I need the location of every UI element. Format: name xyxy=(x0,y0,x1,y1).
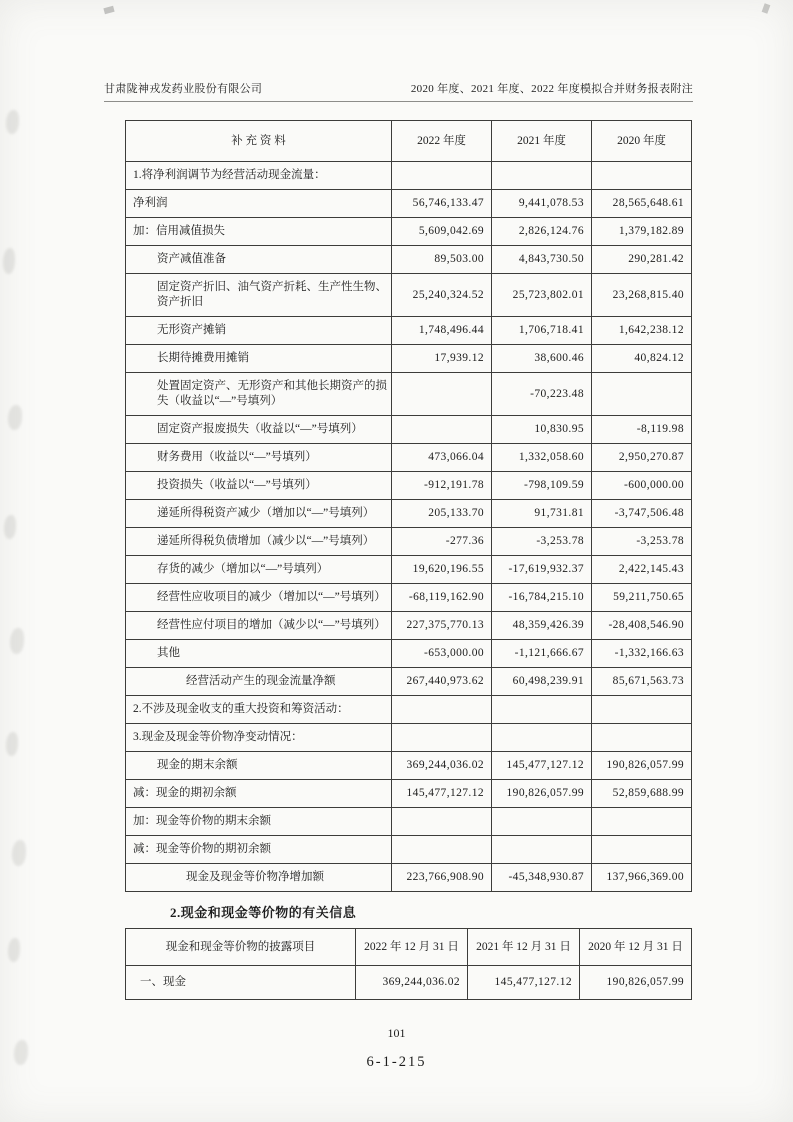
value-cell xyxy=(592,696,692,724)
value-cell: 10,830.95 xyxy=(492,416,592,444)
value-cell: -3,253.78 xyxy=(492,528,592,556)
table-row xyxy=(126,808,692,836)
scan-artifact xyxy=(12,840,26,866)
table-row xyxy=(126,528,692,556)
value-cell: 473,066.04 xyxy=(392,444,492,472)
supplement-table-body xyxy=(126,162,692,892)
row-label: 无形资产摊销 xyxy=(126,317,392,345)
value-cell: 17,939.12 xyxy=(392,345,492,373)
row-label: 递延所得税负债增加（减少以“—”号填列） xyxy=(126,528,392,556)
table-row xyxy=(126,752,692,780)
row-label: 固定资产报废损失（收益以“—”号填列） xyxy=(126,416,392,444)
value-cell: 2,422,145.43 xyxy=(592,556,692,584)
row-label: 递延所得税资产减少（增加以“—”号填列） xyxy=(126,500,392,528)
value-cell: 137,966,369.00 xyxy=(592,864,692,892)
table-row xyxy=(126,836,692,864)
value-cell xyxy=(592,162,692,190)
row-label: 处置固定资产、无形资产和其他长期资产的损失（收益以“—”号填列） xyxy=(126,373,392,416)
value-cell xyxy=(592,373,692,416)
value-cell: -912,191.78 xyxy=(392,472,492,500)
value-cell: 25,723,802.01 xyxy=(492,274,592,317)
row-label: 净利润 xyxy=(126,190,392,218)
supplement-table xyxy=(125,120,692,892)
value-cell: 1,379,182.89 xyxy=(592,218,692,246)
page-header xyxy=(104,80,693,102)
value-cell xyxy=(592,836,692,864)
table-row xyxy=(126,472,692,500)
value-cell: 91,731.81 xyxy=(492,500,592,528)
value-cell xyxy=(492,808,592,836)
table-row xyxy=(126,668,692,696)
scan-artifact xyxy=(8,405,22,430)
value-cell: -28,408,546.90 xyxy=(592,612,692,640)
row-label: 长期待摊费用摊销 xyxy=(126,345,392,373)
header-row xyxy=(126,929,692,966)
value-cell: -70,223.48 xyxy=(492,373,592,416)
row-label: 现金及现金等价物净增加额 xyxy=(126,864,392,892)
cash-table-body xyxy=(126,966,692,1000)
value-cell: 145,477,127.12 xyxy=(392,780,492,808)
company-name: 甘肃陇神戎发药业股份有限公司 xyxy=(104,83,263,95)
value-cell: 205,133.70 xyxy=(392,500,492,528)
value-cell: 85,671,563.73 xyxy=(592,668,692,696)
value-cell: -3,747,506.48 xyxy=(592,500,692,528)
row-label: 1.将净利润调节为经营活动现金流量： xyxy=(126,162,392,190)
value-cell: -798,109.59 xyxy=(492,472,592,500)
value-cell xyxy=(392,808,492,836)
value-cell: 4,843,730.50 xyxy=(492,246,592,274)
value-cell: 48,359,426.39 xyxy=(492,612,592,640)
value-cell xyxy=(492,724,592,752)
value-cell: -600,000.00 xyxy=(592,472,692,500)
value-cell: 1,642,238.12 xyxy=(592,317,692,345)
value-cell: -17,619,932.37 xyxy=(492,556,592,584)
row-label: 经营性应付项目的增加（减少以“—”号填列） xyxy=(126,612,392,640)
supplement-table-header xyxy=(126,121,692,162)
value-cell: -1,121,666.67 xyxy=(492,640,592,668)
cash-table-header xyxy=(126,929,692,966)
value-cell: 59,211,750.65 xyxy=(592,584,692,612)
value-cell: 40,824.12 xyxy=(592,345,692,373)
table-row xyxy=(126,780,692,808)
column-header: 2021 年度 xyxy=(492,121,592,162)
row-label: 2.不涉及现金收支的重大投资和筹资活动： xyxy=(126,696,392,724)
value-cell: 190,826,057.99 xyxy=(592,752,692,780)
value-cell: -653,000.00 xyxy=(392,640,492,668)
value-cell: 38,600.46 xyxy=(492,345,592,373)
value-cell xyxy=(492,162,592,190)
table-row xyxy=(126,696,692,724)
value-cell xyxy=(592,724,692,752)
value-cell: 2,826,124.76 xyxy=(492,218,592,246)
value-cell: 9,441,078.53 xyxy=(492,190,592,218)
scan-artifact xyxy=(4,515,16,539)
value-cell: 369,244,036.02 xyxy=(356,966,468,1000)
row-label: 现金的期末余额 xyxy=(126,752,392,780)
value-cell: 223,766,908.90 xyxy=(392,864,492,892)
table-row xyxy=(126,162,692,190)
row-label: 减：现金等价物的期初余额 xyxy=(126,836,392,864)
value-cell xyxy=(392,416,492,444)
value-cell: 23,268,815.40 xyxy=(592,274,692,317)
table-row xyxy=(126,246,692,274)
value-cell: 227,375,770.13 xyxy=(392,612,492,640)
value-cell: 25,240,324.52 xyxy=(392,274,492,317)
scan-artifact xyxy=(8,938,20,962)
table-row xyxy=(126,444,692,472)
value-cell: -45,348,930.87 xyxy=(492,864,592,892)
column-header: 2020 年 12 月 31 日 xyxy=(580,929,692,966)
value-cell: 60,498,239.91 xyxy=(492,668,592,696)
value-cell: 19,620,196.55 xyxy=(392,556,492,584)
column-header: 2020 年度 xyxy=(592,121,692,162)
table-row xyxy=(126,218,692,246)
row-label: 其他 xyxy=(126,640,392,668)
table-row xyxy=(126,500,692,528)
value-cell: 290,281.42 xyxy=(592,246,692,274)
value-cell: 2,950,270.87 xyxy=(592,444,692,472)
value-cell: 145,477,127.12 xyxy=(492,752,592,780)
column-header: 2022 年 12 月 31 日 xyxy=(356,929,468,966)
header-row xyxy=(126,121,692,162)
value-cell xyxy=(492,836,592,864)
table-row xyxy=(126,416,692,444)
table-row xyxy=(126,317,692,345)
document-code: 6-1-215 xyxy=(366,1054,427,1070)
row-label: 一、现金 xyxy=(126,966,356,1000)
column-header: 现金和现金等价物的披露项目 xyxy=(126,929,356,966)
value-cell: -277.36 xyxy=(392,528,492,556)
row-label: 财务费用（收益以“—”号填列） xyxy=(126,444,392,472)
value-cell: 267,440,973.62 xyxy=(392,668,492,696)
cash-equivalents-table xyxy=(125,928,692,1000)
value-cell: 28,565,648.61 xyxy=(592,190,692,218)
value-cell: 369,244,036.02 xyxy=(392,752,492,780)
column-header: 2021 年 12 月 31 日 xyxy=(468,929,580,966)
value-cell: 5,609,042.69 xyxy=(392,218,492,246)
table-row xyxy=(126,640,692,668)
row-label: 3.现金及现金等价物净变动情况： xyxy=(126,724,392,752)
row-label: 固定资产折旧、油气资产折耗、生产性生物、资产折旧 xyxy=(126,274,392,317)
row-label: 减：现金的期初余额 xyxy=(126,780,392,808)
table-row xyxy=(126,274,692,317)
row-label: 经营活动产生的现金流量净额 xyxy=(126,668,392,696)
value-cell xyxy=(592,808,692,836)
value-cell: -8,119.98 xyxy=(592,416,692,444)
scan-artifact xyxy=(3,248,15,274)
row-label: 投资损失（收益以“—”号填列） xyxy=(126,472,392,500)
column-header: 补 充 资 料 xyxy=(126,121,392,162)
value-cell: 89,503.00 xyxy=(392,246,492,274)
page-number: 101 xyxy=(387,1026,406,1040)
table-row xyxy=(126,345,692,373)
value-cell: 145,477,127.12 xyxy=(468,966,580,1000)
scan-corner-mark xyxy=(762,3,771,14)
table-row xyxy=(126,556,692,584)
column-header: 2022 年度 xyxy=(392,121,492,162)
value-cell: 1,748,496.44 xyxy=(392,317,492,345)
value-cell: -16,784,215.10 xyxy=(492,584,592,612)
table-row xyxy=(126,373,692,416)
row-label: 资产减值准备 xyxy=(126,246,392,274)
scan-artifact xyxy=(10,628,24,654)
table-row xyxy=(126,864,692,892)
value-cell: -3,253.78 xyxy=(592,528,692,556)
scan-corner-mark xyxy=(103,6,114,14)
row-label: 经营性应收项目的减少（增加以“—”号填列） xyxy=(126,584,392,612)
table-row xyxy=(126,724,692,752)
value-cell xyxy=(392,836,492,864)
value-cell: 52,859,688.99 xyxy=(592,780,692,808)
row-label: 加：信用减值损失 xyxy=(126,218,392,246)
row-label: 加：现金等价物的期末余额 xyxy=(126,808,392,836)
value-cell xyxy=(392,724,492,752)
value-cell: -68,119,162.90 xyxy=(392,584,492,612)
section-title: 2.现金和现金等价物的有关信息 xyxy=(170,905,357,920)
table-row xyxy=(126,966,692,1000)
scan-artifact xyxy=(6,110,19,134)
value-cell: 1,706,718.41 xyxy=(492,317,592,345)
report-title: 2020 年度、2021 年度、2022 年度模拟合并财务报表附注 xyxy=(410,83,693,95)
value-cell xyxy=(392,373,492,416)
value-cell: 1,332,058.60 xyxy=(492,444,592,472)
value-cell: 56,746,133.47 xyxy=(392,190,492,218)
value-cell xyxy=(392,696,492,724)
value-cell xyxy=(392,162,492,190)
table-row xyxy=(126,612,692,640)
table-row xyxy=(126,190,692,218)
value-cell: 190,826,057.99 xyxy=(492,780,592,808)
table-row xyxy=(126,584,692,612)
scan-artifact xyxy=(6,732,18,756)
value-cell xyxy=(492,696,592,724)
value-cell: 190,826,057.99 xyxy=(580,966,692,1000)
value-cell: -1,332,166.63 xyxy=(592,640,692,668)
row-label: 存货的减少（增加以“—”号填列） xyxy=(126,556,392,584)
